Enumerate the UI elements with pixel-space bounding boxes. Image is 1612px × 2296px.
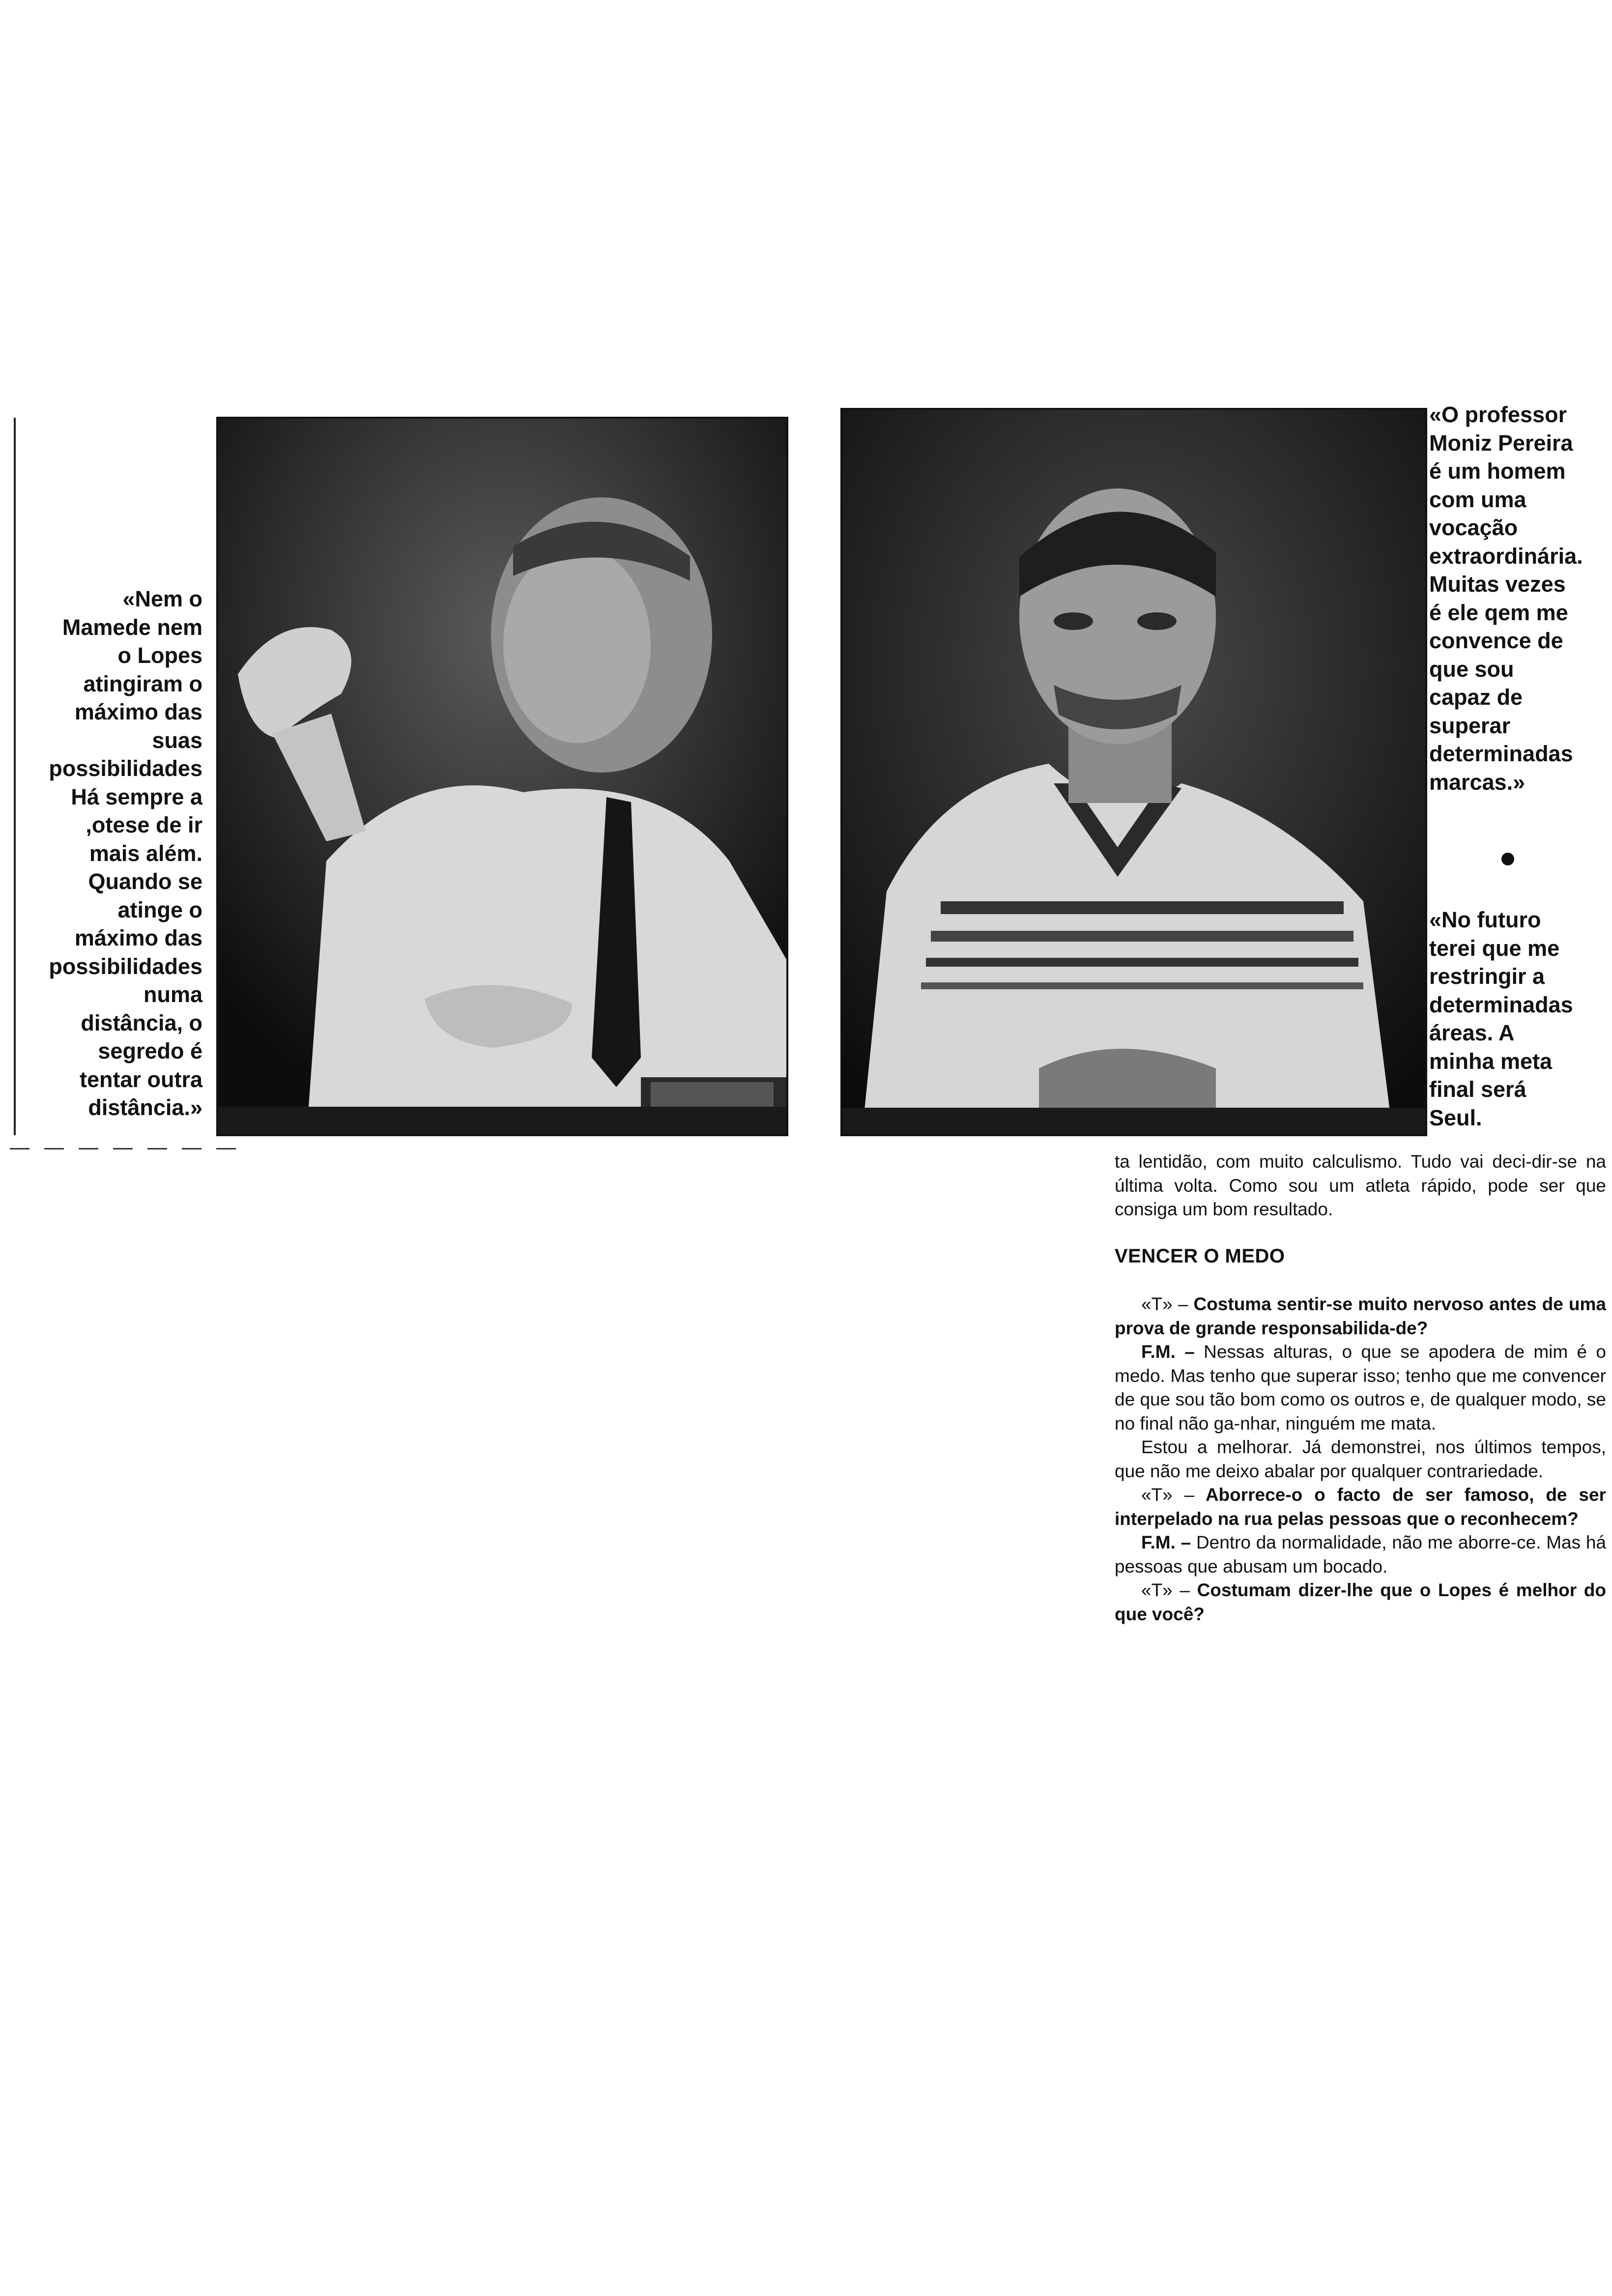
speaker-tag: «T» – — [1141, 1580, 1190, 1600]
photo-older-man-gesturing-icon — [218, 419, 786, 1134]
article-intro: ta lentidão, com muito calculismo. Tudo vai deci-dir-se na última volta. Como sou um atleta rápido, pode ser que consiga um bom resultado. — [1115, 1151, 1606, 1219]
bullet-dot — [1501, 853, 1514, 865]
answer-text: Estou a melhorar. Já demonstrei, nos últimos tempos, que não me deixo abalar por qualquer contrariedade. — [1115, 1437, 1606, 1481]
speaker-tag: F.M. – — [1141, 1342, 1195, 1362]
question-text: Aborrece-o o facto de ser famoso, de ser interpelado na rua pelas pessoas que o reconhecem? — [1115, 1485, 1606, 1529]
speaker-tag: F.M. – — [1141, 1532, 1191, 1552]
pull-quote-left: «Nem o Mamede nem o Lopes atingiram o máximo das suas possibilidades Há sempre a ,otese de ir mais além. Quando se atinge o máximo das possibilidades numa distância, o segredo é tentar outra distância.» — [49, 586, 202, 1120]
answer-text: Dentro da normalidade, não me aborre-ce. Mas há pessoas que abusam um bocado. — [1115, 1532, 1606, 1577]
interview-answer-continued — [1115, 1435, 1606, 1483]
interview-answer — [1115, 1531, 1606, 1578]
speaker-tag: «T» – — [1141, 1485, 1195, 1505]
question-text: Costuma sentir-se muito nervoso antes de uma prova de grande responsabilida-de? — [1115, 1294, 1606, 1338]
interview-answer — [1115, 1340, 1606, 1435]
photo-right — [840, 408, 1427, 1136]
article-column — [1115, 1150, 1606, 1626]
section-heading: VENCER O MEDO — [1115, 1245, 1285, 1267]
margin-rule — [14, 418, 16, 1135]
photo-young-athlete-icon — [842, 410, 1425, 1134]
interview-question — [1115, 1578, 1606, 1626]
answer-text: Nessas alturas, o que se apodera de mim é o medo. Mas tenho que superar isso; tenho que me convencer de que sou tão bom como os outros e, de qualquer modo, se no final não ga-nhar, ninguém me mata. — [1115, 1342, 1607, 1434]
photo-left — [216, 417, 788, 1136]
interview-question — [1115, 1292, 1606, 1340]
dashed-rule — [10, 1148, 236, 1149]
speaker-tag: «T» – — [1141, 1294, 1188, 1314]
pull-quote-right-top: «O professor Moniz Pereira é um homem com uma vocação extraordinária. Muitas vezes é ele qem me convence de que sou capaz de superar determinadas marcas.» — [1429, 402, 1583, 795]
interview-question — [1115, 1483, 1606, 1531]
pull-quote-right-bottom: «No futuro terei que me restringir a determinadas áreas. A minha meta final será Seul. — [1429, 907, 1573, 1130]
question-text: Costumam dizer-lhe que o Lopes é melhor do que você? — [1115, 1580, 1606, 1624]
